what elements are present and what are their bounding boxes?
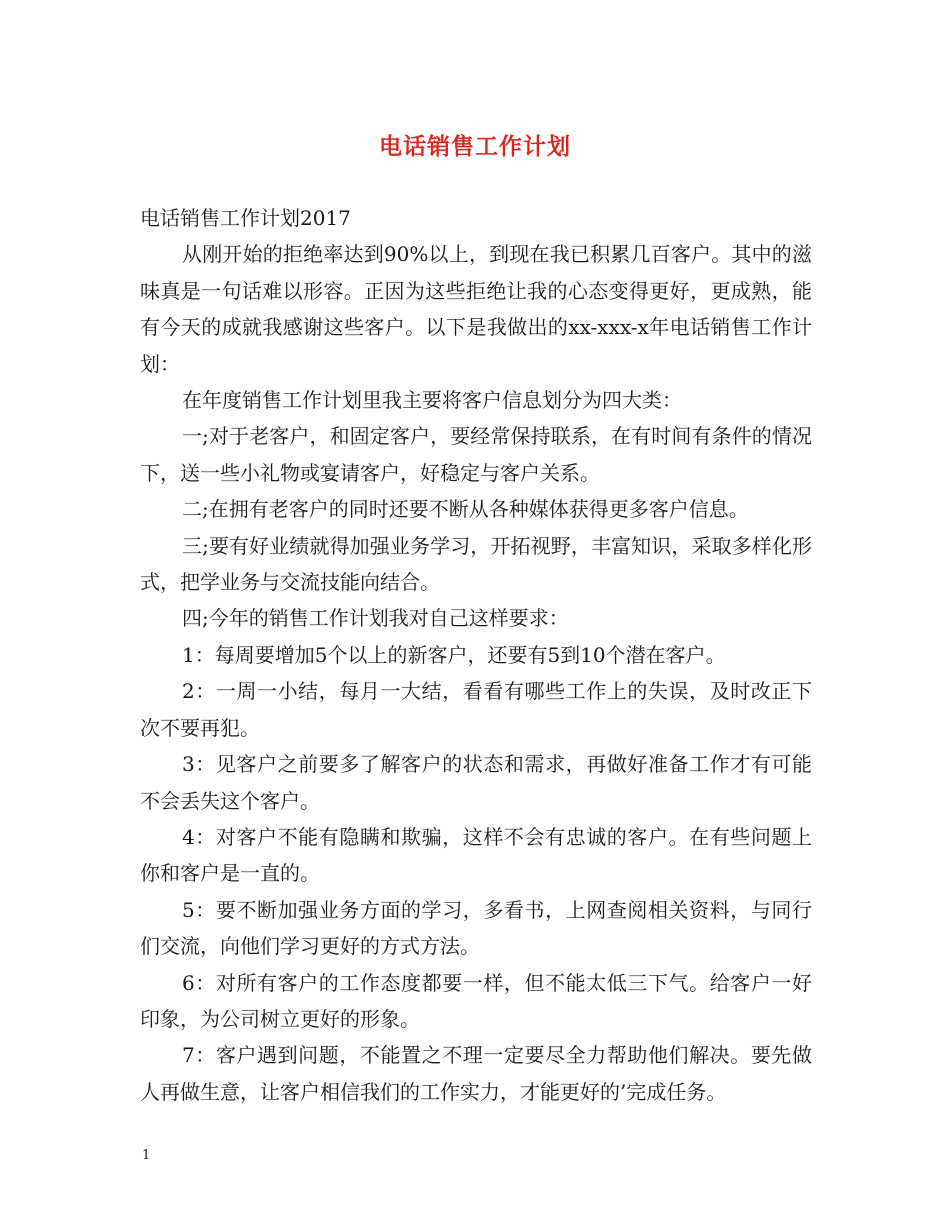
requirement-3: 3：见客户之前要多了解客户的状态和需求，再做好准备工作才有可能不会丢失这个客户。 <box>140 752 812 813</box>
page-number: 1 <box>142 1148 151 1163</box>
document-subtitle: 电话销售工作计划2017 <box>140 206 351 230</box>
requirement-6: 6：对所有客户的工作态度都要一样，但不能太低三下气。给客户一好印象，为公司树立更好的形象。 <box>140 970 812 1031</box>
requirement-1: 1：每周要增加5个以上的新客户，还要有5到10个潜在客户。 <box>182 642 726 667</box>
paragraph-item-1: 一;对于老客户，和固定客户，要经常保持联系，在有时间有条件的情况下，送一些小礼物或宴请客户，好稳定与客户关系。 <box>140 424 812 485</box>
requirement-4: 4：对客户不能有隐瞒和欺骗，这样不会有忠诚的客户。在有些问题上你和客户是一直的。 <box>140 824 812 886</box>
requirement-7: 7：客户遇到问题，不能置之不理一定要尽全力帮助他们解决。要先做人再做生意，让客户相信我们的工作实力，才能更好的’完成任务。 <box>140 1043 812 1104</box>
paragraph-item-2: 二;在拥有老客户的同时还要不断从各种媒体获得更多客户信息。 <box>182 497 749 522</box>
document-body <box>140 200 812 1110</box>
requirement-5: 5：要不断加强业务方面的学习，多看书，上网查阅相关资料，与同行们交流，向他们学习更好的方式方法。 <box>140 897 812 959</box>
paragraph-intro: 从刚开始的拒绝率达到90%以上，到现在我已积累几百客户。其中的滋味真是一句话难以形容。正因为这些拒绝让我的心态变得更好，更成熟，能有今天的成就我感谢这些客户。以下是我做出的xx-xxx-x年电话销售工作计划： <box>140 242 812 376</box>
paragraph-categories: 在年度销售工作计划里我主要将客户信息划分为四大类： <box>182 388 682 413</box>
document-title: 电话销售工作计划 <box>379 133 571 160</box>
paragraph-item-4: 四;今年的销售工作计划我对自己这样要求： <box>182 606 569 631</box>
paragraph-item-3: 三;要有好业绩就得加强业务学习，开拓视野，丰富知识，采取多样化形式，把学业务与交流技能向结合。 <box>140 533 812 595</box>
requirement-2: 2：一周一小结，每月一大结，看看有哪些工作上的失误，及时改正下次不要再犯。 <box>140 679 812 740</box>
